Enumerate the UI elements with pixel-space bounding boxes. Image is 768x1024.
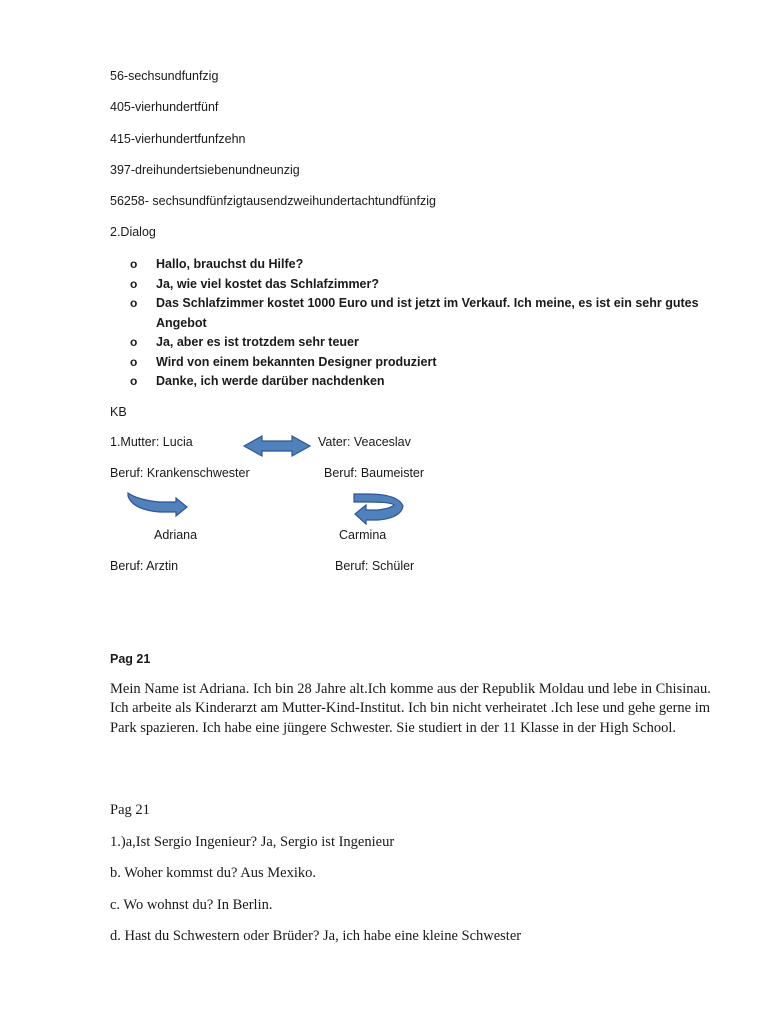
dialog-text-5: Wird von einem bekannten Designer produziert — [156, 354, 437, 369]
bullet-icon: o — [130, 374, 138, 388]
curved-arrow-right-icon — [354, 494, 403, 524]
number-line-5: 56258- sechsundfünfzigtausendzweihundertachtundfünfzig — [110, 194, 436, 208]
child1-job: Beruf: Arztin — [110, 559, 179, 573]
number-line-4: 397-dreihundertsiebenundneunzig — [110, 163, 300, 177]
dialog-text-3: Das Schlafzimmer kostet 1000 Euro und ist jetzt im Verkauf. Ich meine, es ist ein sehr gutes Angebot — [156, 296, 699, 330]
pag21-heading-bold: Pag 21 — [110, 652, 151, 666]
adriana-paragraph: Mein Name ist Adriana. Ich bin 28 Jahre alt.Ich komme aus der Republik Moldau und lebe in Chisinau. Ich arbeite als Kinderarzt am Mutter-Kind-Institut. Ich bin nicht verheiratet .Ich lese und gehe gerne im Park spazieren. Ich habe eine jüngere Schwester. Sie studiert in der 11 Klasse in der High School. — [110, 681, 711, 736]
dialog-text-6: Danke, ich werde darüber nachdenken — [156, 374, 385, 388]
family-heading: KB — [110, 405, 127, 419]
mother-job: Beruf: Krankenschwester — [110, 466, 250, 480]
pag21-heading: Pag 21 — [110, 802, 150, 818]
bullet-icon: o — [130, 296, 138, 310]
double-arrow-icon — [244, 436, 310, 456]
number-line-2: 405-vierhundertfünf — [110, 100, 219, 114]
qa-line-4: d. Hast du Schwestern oder Brüder? Ja, ich habe eine kleine Schwester — [110, 928, 522, 944]
dialog-text-2: Ja, wie viel kostet das Schlafzimmer? — [156, 276, 380, 291]
father-name: Vater: Veaceslav — [318, 435, 411, 449]
father-job: Beruf: Baumeister — [324, 466, 425, 480]
dialog-text-4: Ja, aber es ist trotzdem sehr teuer — [156, 335, 359, 349]
dialog-text-1: Hallo, brauchst du Hilfe? — [156, 257, 304, 271]
child2-name: Carmina — [339, 528, 387, 542]
number-line-3: 415-vierhundertfunfzehn — [110, 132, 246, 146]
qa-line-1: 1.)a,Ist Sergio Ingenieur? Ja, Sergio ist Ingenieur — [110, 834, 395, 850]
bullet-icon: o — [130, 335, 138, 349]
number-line-1: 56-sechsundfunfzig — [110, 69, 219, 83]
bullet-icon: o — [130, 257, 138, 271]
bullet-icon: o — [130, 276, 138, 291]
dialog-heading: 2.Dialog — [110, 225, 156, 239]
child2-job: Beruf: Schüler — [335, 559, 415, 573]
mother-name: 1.Mutter: Lucia — [110, 435, 193, 449]
curved-arrow-left-icon — [128, 493, 187, 516]
qa-line-2: b. Woher kommst du? Aus Mexiko. — [110, 865, 316, 881]
bullet-icon: o — [130, 354, 138, 369]
qa-line-3: c. Wo wohnst du? In Berlin. — [110, 897, 273, 913]
child1-name: Adriana — [154, 528, 198, 542]
